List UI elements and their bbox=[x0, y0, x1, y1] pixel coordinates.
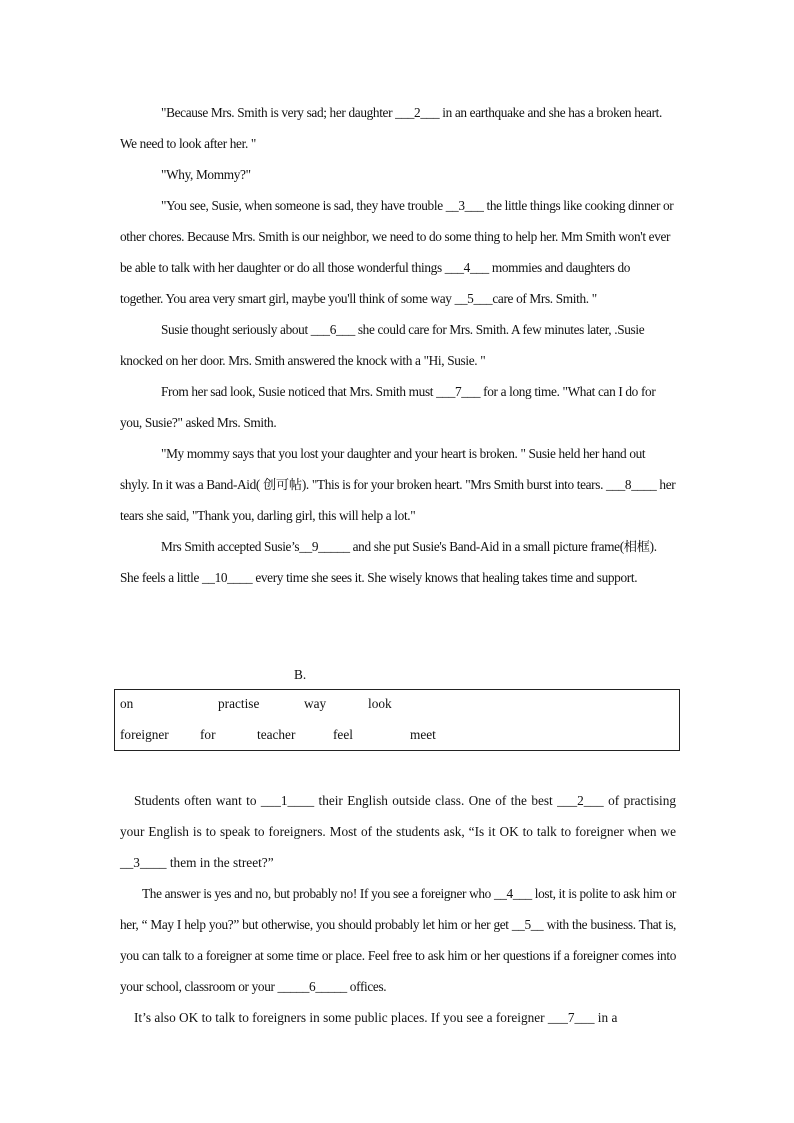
paragraph: "Because Mrs. Smith is very sad; her daughter ___2___ in an earthquake and she has a broken heart. We need to look after her. " bbox=[120, 105, 663, 151]
word-bank-box bbox=[114, 689, 680, 751]
passage-b bbox=[120, 785, 676, 1033]
paragraph: "You see, Susie, when someone is sad, they have trouble __3___ the little things like cooking dinner or other chores. Because Mrs. Smith is our neighbor, we need to do some thing to help her. Mm Smith won't ever be able to talk with her daughter or do all those wonderful things ___4___ mommies and daughters do together. You area very smart girl, maybe you'll think of some way __5___care of Mrs. Smith. " bbox=[120, 198, 674, 306]
paragraph: "My mommy says that you lost your daughter and your heart is broken. " Susie held her hand out shyly. In it was a Band-Aid( 创可帖). "This is for your broken heart. "Mrs Smith burst into tears. ___8____ her tears she said, "Thank you, darling girl, this will help a lot." bbox=[120, 446, 676, 523]
word-bank-item: for bbox=[200, 727, 216, 742]
paragraph: Students often want to ___1____ their English outside class. One of the best ___2___ of practising your English is to speak to foreigners. Most of the students ask, “Is it OK to talk to foreigner when we __3____ them in the street?” bbox=[120, 793, 676, 870]
paragraph: Mrs Smith accepted Susie’s__9_____ and she put Susie's Band-Aid in a small picture frame(相框). She feels a little __10____ every time she sees it. She wisely knows that healing takes time and support. bbox=[120, 539, 657, 585]
word-bank-item: meet bbox=[410, 727, 436, 742]
paragraph: The answer is yes and no, but probably no! If you see a foreigner who __4___ lost, it is polite to ask him or her, “ May I help you?” but otherwise, you should probably let him or her get __5__ with the business. That is, you can talk to a foreigner at some time or place. Feel free to ask him or her questions if a foreigner comes into your school, classroom or your _____6_____ offices. bbox=[120, 886, 676, 994]
passage-a bbox=[120, 97, 676, 593]
paragraph: It’s also OK to talk to foreigners in some public places. If you see a foreigner ___7___ in a bbox=[134, 1010, 618, 1025]
word-bank-item: practise bbox=[218, 696, 260, 711]
word-bank-item: foreigner bbox=[120, 727, 169, 742]
word-bank-item: feel bbox=[333, 727, 353, 742]
word-bank-item: teacher bbox=[257, 727, 296, 742]
word-bank-item: way bbox=[304, 696, 327, 711]
paragraph: From her sad look, Susie noticed that Mrs. Smith must ___7___ for a long time. "What can I do for you, Susie?" asked Mrs. Smith. bbox=[120, 384, 656, 430]
paragraph: Susie thought seriously about ___6___ she could care for Mrs. Smith. A few minutes later, .Susie knocked on her door. Mrs. Smith answered the knock with a "Hi, Susie. " bbox=[120, 322, 645, 368]
word-bank-item: look bbox=[368, 696, 392, 711]
word-bank-item: on bbox=[120, 696, 134, 711]
section-b-title: B. bbox=[294, 667, 307, 682]
paragraph: "Why, Mommy?" bbox=[161, 167, 251, 182]
